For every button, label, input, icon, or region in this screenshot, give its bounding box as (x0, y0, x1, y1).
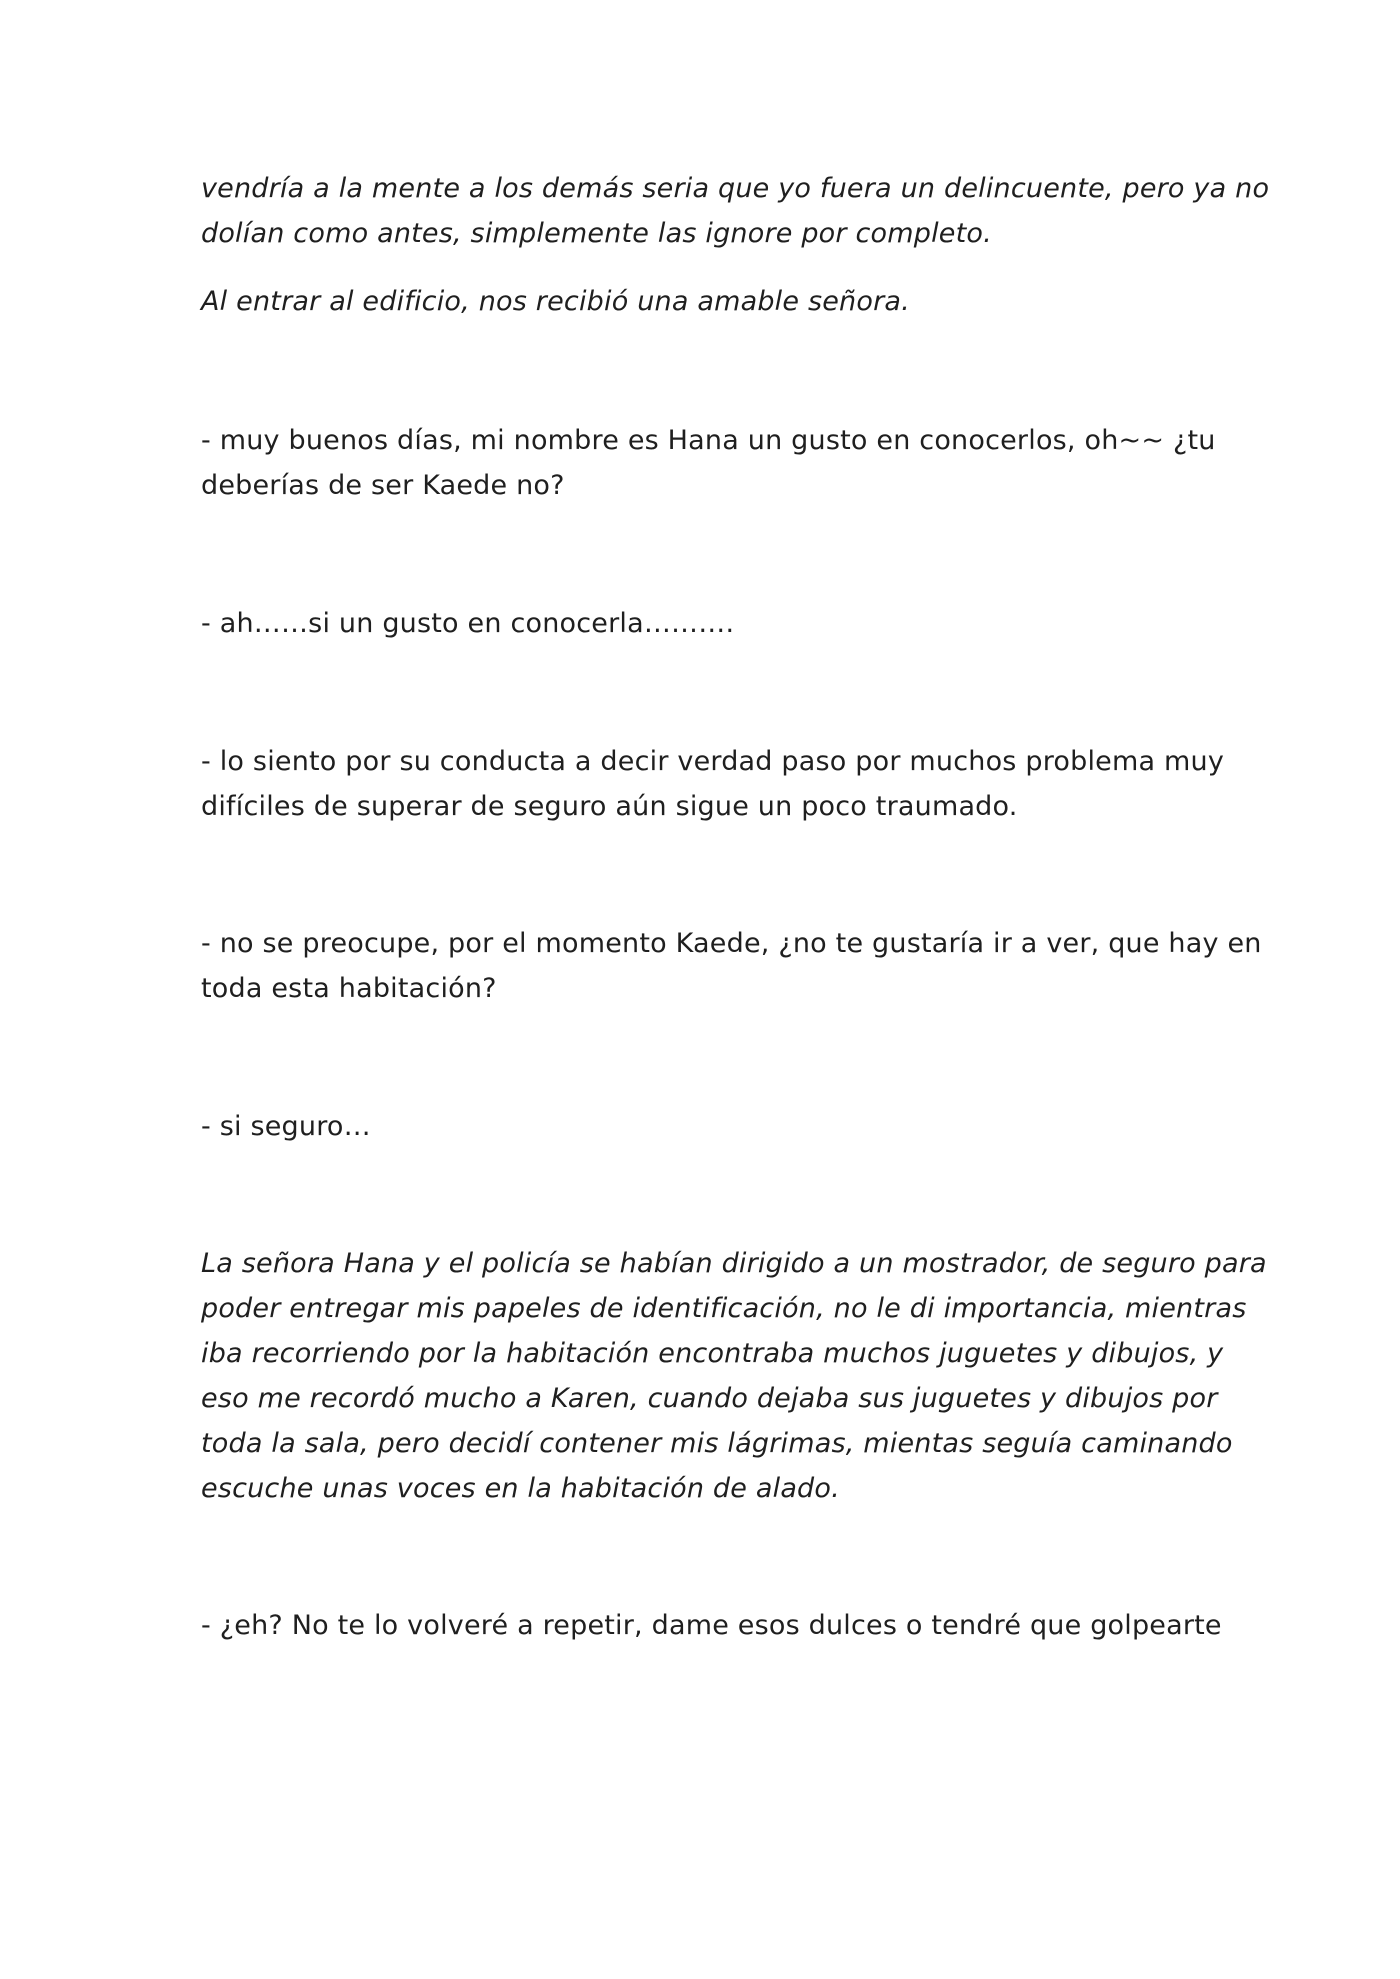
text-line: - muy buenos días, mi nombre es Hana un gusto en conocerlos, oh~~ ¿tu (201, 425, 1216, 456)
narration-paragraph (201, 166, 1270, 256)
text-line: La señora Hana y el policía se habían dirigido a un mostrador, de seguro para (201, 1248, 1267, 1279)
dialogue-paragraph (201, 418, 1216, 508)
dialogue-paragraph (201, 1603, 1222, 1648)
narration-paragraph (201, 279, 1211, 324)
text-line: poder entregar mis papeles de identificación, no le di importancia, mientras (201, 1293, 1247, 1324)
narration-paragraph (201, 1241, 1267, 1511)
text-line: - ¿eh? No te lo volveré a repetir, dame esos dulces o tendré que golpearte (201, 1610, 1222, 1641)
dialogue-paragraph (201, 921, 1262, 1011)
text-line: Al entrar al edificio, nos recibió una amable señora. (201, 286, 910, 317)
text-line: escuche unas voces en la habitación de alado. (201, 1473, 840, 1504)
dialogue-paragraph (201, 739, 1224, 829)
text-line: difíciles de superar de seguro aún sigue un poco traumado. (201, 791, 1018, 822)
text-line: eso me recordó mucho a Karen, cuando dejaba sus juguetes y dibujos por (201, 1383, 1218, 1414)
dialogue-paragraph (201, 601, 1211, 646)
dialogue-paragraph (201, 1104, 1211, 1149)
text-line: - lo siento por su conducta a decir verdad paso por muchos problema muy (201, 746, 1224, 777)
text-line: - no se preocupe, por el momento Kaede, ¿no te gustaría ir a ver, que hay en (201, 928, 1262, 959)
text-line: deberías de ser Kaede no? (201, 470, 565, 501)
text-line: - ah……si un gusto en conocerla………. (201, 608, 735, 639)
text-line: - si seguro… (201, 1111, 371, 1142)
text-line: toda esta habitación? (201, 973, 497, 1004)
text-line: toda la sala, pero decidí contener mis lágrimas, mientas seguía caminando (201, 1428, 1233, 1459)
text-line: vendría a la mente a los demás seria que yo fuera un delincuente, pero ya no (201, 173, 1270, 204)
text-line: dolían como antes, simplemente las ignore por completo. (201, 218, 992, 249)
text-line: iba recorriendo por la habitación encontraba muchos juguetes y dibujos, y (201, 1338, 1224, 1369)
